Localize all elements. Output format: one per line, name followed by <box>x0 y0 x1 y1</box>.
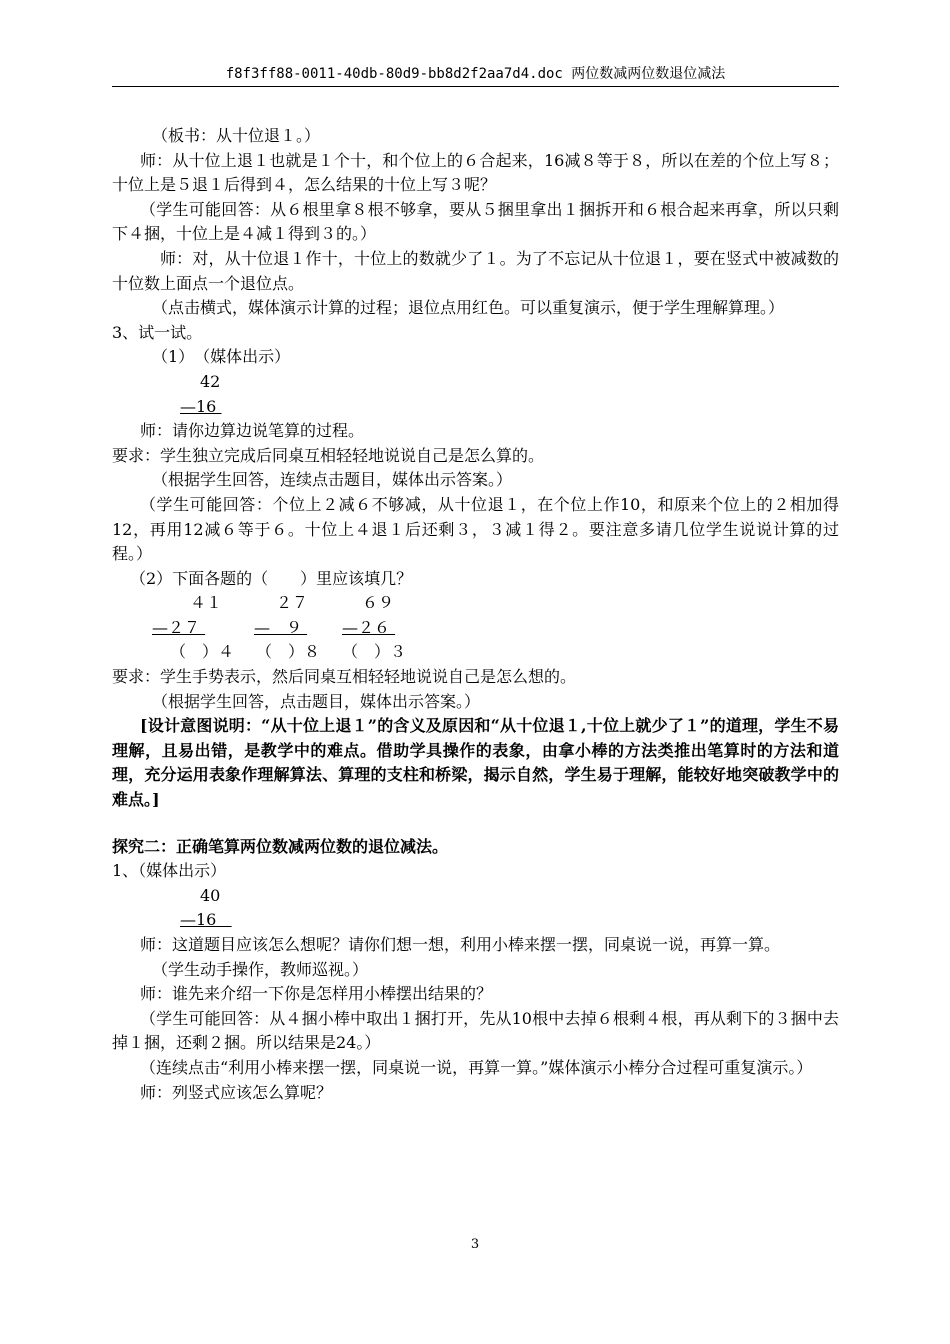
fill-top: ２７ <box>276 593 309 613</box>
paragraph: （板书：从十位退１。） <box>152 126 321 145</box>
paragraph: 师：对，从十位退１作十，十位上的数就少了１。为了不忘记从十位退１，要在竖式中被减数的十位数上面点一个退位点。 <box>112 248 839 293</box>
paragraph: （学生可能回答：从４捆小棒中取出１捆打开，先从10根中去掉６根剩４根，再从剩下的３捆中去掉１捆，还剩２捆。所以结果是24。） <box>112 1008 839 1053</box>
header-title: 两位数减两位数退位减法 <box>571 66 726 82</box>
paragraph: 3、试一试。 <box>112 322 203 342</box>
paragraph: （连续点击“利用小棒来摆一摆，同桌说一说，再算一算。”媒体演示小棒分合过程可重复演示。） <box>140 1057 813 1077</box>
paragraph: 师：请你边算边说笔算的过程。 <box>140 421 365 441</box>
subtrahend: —16 <box>180 910 232 930</box>
page-header <box>112 65 839 87</box>
minuend: 40 <box>200 885 221 905</box>
paragraph: （根据学生回答，连续点击题目，媒体出示答案。） <box>152 470 513 490</box>
paragraph: （学生可能回答：从６根里拿８根不够拿，要从５捆里拿出１捆拆开和６根合起来再拿，所以只剩下４捆，十位上是４减１得到３的。） <box>112 199 839 244</box>
page-number: 3 <box>470 1237 480 1252</box>
paragraph: （2）下面各题的（ ）里应该填几？ <box>130 568 413 588</box>
paragraph: 要求：学生手势表示，然后同桌互相轻轻地说说自己是怎么想的。 <box>112 667 577 687</box>
paragraph: （根据学生回答，点击题目，媒体出示答案。） <box>152 691 481 711</box>
vertical-calc-2 <box>112 884 839 909</box>
fill-subtrahend: —２７ <box>152 617 206 637</box>
paragraph: 师：从十位上退１也就是１个十，和个位上的６合起来，16减８等于８，所以在差的个位上写８；十位上是５退１后得到４，怎么结果的十位上写３呢？ <box>112 150 839 195</box>
paragraph: （学生可能回答：个位上２减６不够减，从十位退１，在个位上作10，和原来个位上的２相加得12，再用12减６等于６。十位上４退１后还剩３，３减１得２。要注意多请几位学生说说计算的过程。） <box>112 494 839 564</box>
fill-top: ６９ <box>362 593 395 613</box>
paragraph: 1、（媒体出示） <box>112 861 227 881</box>
paragraph: （学生动手操作，教师巡视。） <box>152 959 369 979</box>
vertical-calc-1 <box>112 370 839 395</box>
header-filename: f8f3ff88-0011-40db-80d9-bb8d2f2aa7d4.doc <box>225 66 563 82</box>
minuend: 42 <box>200 371 221 391</box>
fill-problems-row <box>112 591 839 616</box>
paragraph: 师：列竖式应该怎么算呢？ <box>140 1082 333 1102</box>
paragraph: （1） （媒体出示） <box>152 347 291 367</box>
paragraph: 师：谁先来介绍一下你是怎样用小棒摆出结果的？ <box>140 984 493 1004</box>
fill-subtrahend: — ９ <box>254 617 308 637</box>
fill-subtrahend: —２６ <box>342 617 396 637</box>
subtrahend: —16 <box>180 396 222 416</box>
fill-top: ４１ <box>190 593 223 613</box>
paragraph: 要求：学生独立完成后同桌互相轻轻地说说自己是怎么算的。 <box>112 445 545 465</box>
design-intent-note: [设计意图说明：“从十位上退１”的含义及原因和“从十位退１,十位上就少了１”的道理，学生不易理解，且易出错，是教学中的难点。借助学具操作的表象，由拿小棒的方法类推出笔算时的方法和道理，充分运用表象作理解算法、算理的支柱和桥梁，揭示自然，学生易于理解，能较好地突破教学中的难点。] <box>112 716 839 810</box>
paragraph: （点击横式，媒体演示计算的过程；退位点用红色。可以重复演示，便于学生理解算理。） <box>152 298 785 318</box>
fill-result: （ ）３ <box>342 642 407 662</box>
document-body <box>112 124 839 1105</box>
fill-result: （ ）４ <box>170 642 235 662</box>
section-heading: 探究二：正确笔算两位数减两位数的退位减法。 <box>112 836 449 856</box>
fill-result: （ ）８ <box>256 642 321 662</box>
paragraph: 师：这道题目应该怎么想呢？请你们想一想，利用小棒来摆一摆，同桌说一说，再算一算。 <box>140 935 781 954</box>
